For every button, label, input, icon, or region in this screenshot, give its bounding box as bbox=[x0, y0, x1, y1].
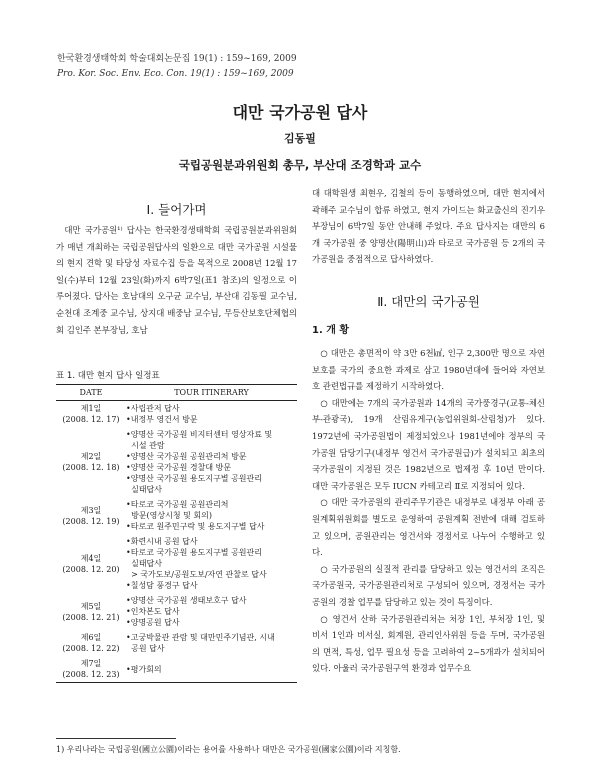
day-date: (2008. 12. 17) bbox=[62, 415, 120, 424]
itinerary-item: •평가회의 bbox=[126, 664, 162, 674]
day-date: (2008. 12. 21) bbox=[62, 612, 120, 622]
journal-header-english: Pro. Kor. Soc. Env. Eco. Con. 19(1) : 159~169, 2009 bbox=[57, 69, 294, 79]
continued-paragraph: 대 대학원생 최현우, 김철의 등이 동행하였으며, 대만 현지에서 곽해주 교수님이 합류 하였고, 현지 가이드는 화교출신의 진기우부장님이 6박7일 동안 안내해 주었다. 주요 답사지는 대만의 6개 국가공원 중 양명산(陽明山)과 타로코 국가공원 등 2개의 국가공원을 중점적으로 답사하였다. bbox=[312, 188, 545, 265]
day-label: 제3일 bbox=[80, 505, 102, 515]
itinerary-item: •칠성담 풍경구 답사 bbox=[126, 581, 198, 590]
table-row bbox=[56, 401, 297, 428]
day-label: 제4일 bbox=[80, 553, 102, 563]
intro-paragraph: 대만 국가공원¹⁾ 답사는 한국환경생태학회 국립공원분과위원회가 매년 개최하는 국립공원답사의 일환으로 대만 국가공원 시설물의 현지 견학 및 타당성 자료수집 등을 목적으로 2008년 12월 17일(수)부터 12월 23일(화)까지 6박7일(표1 참조)의 일정으로 이루어졌다. 답사는 호남대의 오구균 교수님, 부산대 김동필 교수님, 순천대 조계중 교수님, 상지대 배중남 교수님, 무등산보호단체협의회 김인주 본부장님, 호남 bbox=[56, 225, 297, 335]
day-date: (2008. 12. 19) bbox=[62, 516, 120, 526]
overview-paragraph-3: ○ 대만 국가공원의 관리주무기관은 내정부로 내정부 아래 공원계획위원회를 별도로 운영하여 공원계획 전반에 대해 검토하고 있으며, 공원관리는 영건서와 경정서로 나누어 수행하고 있다. bbox=[312, 497, 545, 558]
itinerary-item: 방문(영상시청 및 회의) bbox=[126, 511, 212, 520]
table-cell-date bbox=[56, 630, 126, 656]
journal-header-korean: 한국환경생태학회 학술대회논문집 19(1) : 159~169, 2009 bbox=[57, 54, 297, 64]
table-cell-itinerary bbox=[126, 630, 297, 656]
itinerary-item: •인차본도 답사 bbox=[126, 607, 180, 616]
day-date: (2008. 12. 20) bbox=[62, 564, 120, 574]
table-cell-itinerary bbox=[126, 593, 297, 630]
table-cell-date bbox=[56, 593, 126, 630]
itinerary-item: > 국가도보/공원도보/자연 관찰로 답사 bbox=[126, 570, 267, 579]
day-label: 제2일 bbox=[80, 452, 102, 461]
itinerary-item: •양명산 국가공원 생태보호구 답사 bbox=[126, 596, 247, 605]
subsection-heading-overview: 1. 개 황 bbox=[312, 325, 350, 336]
day-date: (2008. 12. 23) bbox=[62, 670, 120, 679]
itinerary-item: 실태답사 bbox=[126, 559, 162, 568]
footnote: 1) 우리나라는 국립공원(國立公園)이라는 용어를 사용하나 대만은 국가공원(國家公園)이라 지칭함. bbox=[56, 745, 401, 754]
table-row bbox=[56, 630, 297, 656]
table-row bbox=[56, 427, 297, 497]
table-cell-date bbox=[56, 497, 126, 534]
itinerary-item: 시설 관람 bbox=[126, 441, 165, 450]
table-body bbox=[56, 401, 297, 683]
footnote-rule bbox=[56, 738, 176, 739]
table-row bbox=[56, 656, 297, 683]
itinerary-item: •양명산 국가공원 용도지구별 공원관리 bbox=[126, 474, 262, 483]
itinerary-item: 공원 답사 bbox=[126, 644, 165, 653]
itinerary-item: 실태답사 bbox=[126, 485, 162, 494]
overview-paragraph-1: ○ 대만은 총면적이 약 3만 6천㎢, 인구 2,300만 명으로 자연보호를 국가의 중요한 과제로 삼고 1980년대에 들어와 자연보호 관련법규를 제정하기 시작하였다. bbox=[312, 348, 545, 392]
itinerary-item: •사립관저 답사 bbox=[126, 404, 180, 413]
itinerary-item: •화련시내 공원 답사 bbox=[126, 537, 198, 546]
table-header-itinerary: TOUR ITINERARY bbox=[126, 385, 297, 401]
table-caption: 표 1. 대만 현지 답사 일정표 bbox=[56, 371, 160, 381]
day-label: 제7일 bbox=[80, 659, 102, 668]
itinerary-item: •고궁박물관 관람 및 대만민주기념관, 시내 bbox=[126, 633, 275, 642]
table-cell-itinerary bbox=[126, 656, 297, 683]
author-affiliation: 국립공원분과위원회 총무, 부산대 조경학과 교수 bbox=[178, 158, 422, 172]
day-label: 제1일 bbox=[80, 404, 102, 413]
paper-title: 대만 국가공원 답사 bbox=[232, 103, 368, 122]
journal-header bbox=[57, 52, 297, 82]
table-cell-date bbox=[56, 656, 126, 683]
day-date: (2008. 12. 22) bbox=[62, 644, 120, 653]
itinerary-item: •양명산 국가공원 비지터센터 영상자료 및 bbox=[126, 430, 273, 439]
table-row bbox=[56, 534, 297, 593]
itinerary-item: •양명공원 답사 bbox=[126, 618, 180, 627]
table-cell-itinerary bbox=[126, 534, 297, 593]
overview-text bbox=[312, 345, 545, 677]
tour-itinerary-table bbox=[56, 384, 297, 683]
overview-paragraph-5: ○ 영건서 산하 국가공원관리처는 처장 1인, 부처장 1인, 및 비서 1인과 비서실, 회계원, 관리인사위원 등을 두며, 국가공원의 면적, 특성, 업무 필요성 등을 고려하여 2~5개과가 설치되어 있다. 아울러 국가공원구역 환경과 업무수요 bbox=[312, 613, 545, 674]
day-label: 제6일 bbox=[80, 633, 102, 642]
table-row bbox=[56, 593, 297, 630]
table-cell-itinerary bbox=[126, 427, 297, 497]
itinerary-item: •타로코 원주민구락 및 용도지구별 답사 bbox=[126, 522, 265, 531]
table-cell-itinerary bbox=[126, 497, 297, 534]
table-cell-date bbox=[56, 427, 126, 497]
itinerary-item: •타로코 국가공원 공원관리처 bbox=[126, 500, 229, 509]
author-name: 김동필 bbox=[284, 132, 316, 145]
itinerary-item: •양명산 국가공원 공원관리처 방문 bbox=[126, 452, 247, 461]
section-heading-national-parks: Ⅱ. 대만의 국가공원 bbox=[377, 294, 480, 309]
left-column-text bbox=[56, 222, 297, 338]
table-header-date: DATE bbox=[56, 385, 126, 401]
itinerary-item: •내정부 영건서 방문 bbox=[126, 415, 198, 424]
itinerary-item: •양명산 국가공원 경찰대 방문 bbox=[126, 463, 232, 472]
overview-paragraph-2: ○ 대만에는 7개의 국가공원과 14개의 국가풍경구(교통-체신부-관광국), 19개 산림유게구(농업위원회-산림청)가 있다. 1972년에 국가공원법이 제정되었으나 1981년에야 정부의 국가공원 담당기구(내정부 영건서 국가공원급)가 설치되고 최초의 국가공원이 지정된 것은 1982년으로 법제정 후 10년 만이다. 대만 국가공원은 모두 IUCN 카테고리 Ⅱ로 지정되어 있다. bbox=[312, 397, 545, 491]
section-heading-intro: Ⅰ. 들어가며 bbox=[146, 202, 207, 217]
day-date: (2008. 12. 18) bbox=[62, 463, 120, 472]
table-row bbox=[56, 497, 297, 534]
overview-paragraph-4: ○ 국가공원의 실질적 관리를 담당하고 있는 영건서의 조직은 국가공원국, 국가공원관리처로 구성되어 있으며, 경정서는 국가공원의 경찰 업무를 담당하고 있는 것이 특징이다. bbox=[312, 563, 545, 607]
table-cell-itinerary bbox=[126, 401, 297, 428]
itinerary-item: •타로코 국가공원 용도지구별 공원관리 bbox=[126, 548, 262, 557]
table-cell-date bbox=[56, 534, 126, 593]
table-cell-date bbox=[56, 401, 126, 428]
right-column-text bbox=[312, 185, 545, 268]
day-label: 제5일 bbox=[80, 601, 102, 611]
